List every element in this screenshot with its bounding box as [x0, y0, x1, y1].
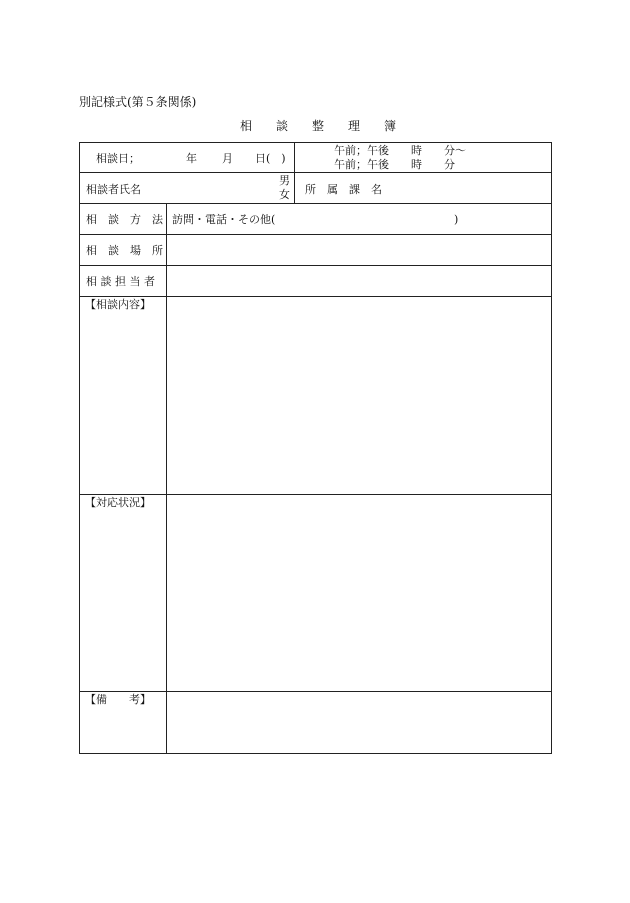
consultation-table: [79, 142, 552, 754]
consultation-staff-label: 相 談 担 当 者: [86, 275, 155, 288]
divider-date-time: [294, 143, 295, 172]
divider-place-staff: [80, 265, 551, 266]
method-other-close: ): [454, 213, 459, 226]
form-reference: 別記様式(第５条関係): [79, 95, 197, 109]
method-options: 訪問・電話・その他(: [172, 213, 276, 226]
gender-male-label: 男: [279, 174, 290, 187]
divider-gender-dept: [294, 172, 295, 203]
divider-date-name: [80, 172, 551, 173]
response-status-label: 【対応状況】: [85, 496, 151, 509]
time-end-label: 午前；午後 時 分: [334, 158, 455, 171]
time-start-label: 午前；午後 時 分～: [334, 144, 466, 157]
date-year-label: 年: [186, 152, 197, 165]
divider-name-method: [80, 203, 551, 204]
date-month-label: 月: [222, 152, 233, 165]
consultation-method-label: 相 談 方 法: [86, 213, 163, 226]
date-day-label: 日( ): [255, 152, 286, 165]
consultation-content-label: 【相談内容】: [85, 298, 151, 311]
divider-staff-content: [80, 296, 551, 297]
consultation-place-label: 相 談 場 所: [86, 244, 163, 257]
gender-female-label: 女: [279, 188, 290, 201]
consultant-name-label: 相談者氏名: [86, 183, 141, 196]
divider-response-remarks: [80, 691, 551, 692]
divider-content-response: [80, 494, 551, 495]
consultation-date-label: 相談日；: [96, 152, 140, 165]
department-label: 所 属 課 名: [305, 183, 382, 196]
form-title: 相 談 整 理 簿: [240, 119, 397, 133]
divider-label-column: [166, 203, 167, 753]
divider-method-place: [80, 234, 551, 235]
remarks-label: 【備 考】: [85, 693, 151, 706]
